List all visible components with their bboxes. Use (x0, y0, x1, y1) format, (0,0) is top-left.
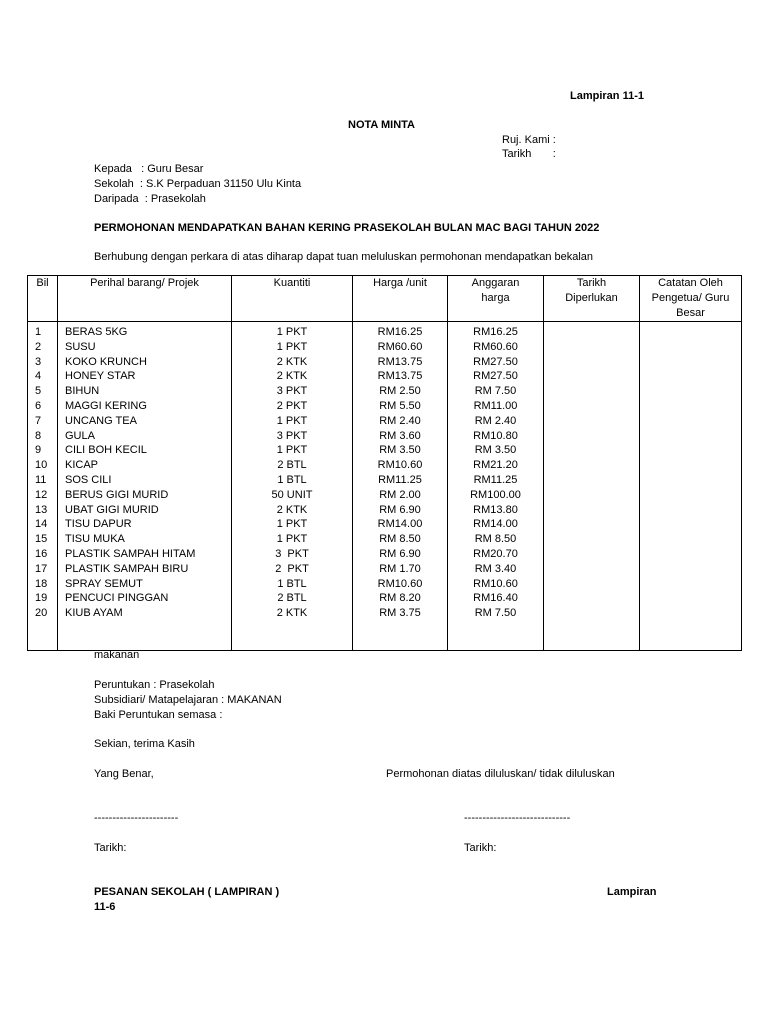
row-number: 19 (28, 591, 58, 606)
row-remarks (640, 399, 742, 414)
row-date-needed (544, 458, 640, 473)
row-quantity: 2 KTK (232, 355, 353, 370)
table-row (28, 384, 742, 399)
table-row (28, 606, 742, 621)
row-date-needed (544, 340, 640, 355)
row-unit-price: RM 3.50 (353, 443, 448, 458)
table-row (28, 355, 742, 370)
row-remarks (640, 355, 742, 370)
row-date-needed (544, 532, 640, 547)
row-unit-price: RM13.75 (353, 355, 448, 370)
row-quantity: 1 PKT (232, 532, 353, 547)
row-quantity: 3 PKT (232, 547, 353, 562)
row-item: KOKO KRUNCH (58, 355, 232, 370)
row-estimated-price: RM 3.50 (448, 443, 544, 458)
date-left: Tarikh: (94, 842, 127, 854)
table-header-row (28, 276, 742, 322)
header-perihal: Perihal barang/ Projek (58, 276, 232, 322)
footer-lampiran: Lampiran (607, 886, 657, 898)
row-remarks (640, 503, 742, 518)
row-date-needed (544, 517, 640, 532)
row-number: 13 (28, 503, 58, 518)
table-row (28, 429, 742, 444)
row-remarks (640, 517, 742, 532)
row-date-needed (544, 547, 640, 562)
table-row (28, 473, 742, 488)
row-date-needed (544, 429, 640, 444)
empty-cell (544, 621, 640, 651)
header-bil: Bil (28, 276, 58, 322)
row-number: 7 (28, 414, 58, 429)
row-remarks (640, 458, 742, 473)
table-row (28, 443, 742, 458)
table-row (28, 532, 742, 547)
row-unit-price: RM10.60 (353, 458, 448, 473)
row-number: 18 (28, 577, 58, 592)
row-estimated-price: RM10.80 (448, 429, 544, 444)
signature-line-left: ----------------------- (94, 812, 179, 824)
row-number: 20 (28, 606, 58, 621)
row-number: 6 (28, 399, 58, 414)
row-quantity: 1 PKT (232, 517, 353, 532)
row-quantity: 1 PKT (232, 340, 353, 355)
row-date-needed (544, 399, 640, 414)
row-unit-price: RM 5.50 (353, 399, 448, 414)
table-row (28, 340, 742, 355)
row-remarks (640, 322, 742, 340)
header-harga: Harga /unit (353, 276, 448, 322)
intro-paragraph: Berhubung dengan perkara di atas diharap dapat tuan meluluskan permohonan mendapatkan bekalan (94, 251, 594, 263)
balance: Baki Peruntukan semasa : (94, 709, 223, 721)
row-quantity: 1 PKT (232, 322, 353, 340)
row-unit-price: RM60.60 (353, 340, 448, 355)
row-estimated-price: RM20.70 (448, 547, 544, 562)
table-row (28, 488, 742, 503)
row-item: BERAS 5KG (58, 322, 232, 340)
row-item: BERUS GIGI MURID (58, 488, 232, 503)
row-unit-price: RM 3.75 (353, 606, 448, 621)
row-unit-price: RM 2.50 (353, 384, 448, 399)
sender: Daripada : Prasekolah (94, 193, 206, 205)
row-estimated-price: RM 2.40 (448, 414, 544, 429)
subsidiary: Subsidiari/ Matapelajaran : MAKANAN (94, 694, 282, 706)
row-quantity: 3 PKT (232, 429, 353, 444)
row-item: TISU MUKA (58, 532, 232, 547)
row-remarks (640, 488, 742, 503)
row-unit-price: RM 6.90 (353, 547, 448, 562)
row-item: PLASTIK SAMPAH BIRU (58, 562, 232, 577)
row-date-needed (544, 443, 640, 458)
row-date-needed (544, 591, 640, 606)
row-unit-price: RM 2.40 (353, 414, 448, 429)
row-unit-price: RM13.75 (353, 369, 448, 384)
row-remarks (640, 547, 742, 562)
allocation: Peruntukan : Prasekolah (94, 679, 215, 691)
empty-cell (640, 621, 742, 651)
row-item: GULA (58, 429, 232, 444)
row-date-needed (544, 577, 640, 592)
row-item: BIHUN (58, 384, 232, 399)
row-estimated-price: RM 8.50 (448, 532, 544, 547)
row-quantity: 2 PKT (232, 399, 353, 414)
signature-line-right: ----------------------------- (464, 812, 571, 824)
row-date-needed (544, 606, 640, 621)
table-row (28, 562, 742, 577)
row-date-needed (544, 414, 640, 429)
row-item: UBAT GIGI MURID (58, 503, 232, 518)
row-unit-price: RM 8.50 (353, 532, 448, 547)
footer-code: 11-6 (94, 901, 116, 913)
row-remarks (640, 340, 742, 355)
row-remarks (640, 384, 742, 399)
table-row (28, 399, 742, 414)
header-tarikh: Tarikh Diperlukan (544, 276, 640, 322)
row-date-needed (544, 473, 640, 488)
row-remarks (640, 414, 742, 429)
reference-label: Ruj. Kami : (502, 134, 556, 146)
row-estimated-price: RM16.40 (448, 591, 544, 606)
row-remarks (640, 562, 742, 577)
row-number: 10 (28, 458, 58, 473)
table-row (28, 322, 742, 340)
row-item: UNCANG TEA (58, 414, 232, 429)
row-number: 1 (28, 322, 58, 340)
row-item: MAGGI KERING (58, 399, 232, 414)
row-remarks (640, 606, 742, 621)
empty-cell (28, 621, 58, 651)
row-unit-price: RM10.60 (353, 577, 448, 592)
row-number: 12 (28, 488, 58, 503)
row-number: 11 (28, 473, 58, 488)
table-row (28, 577, 742, 592)
footer-heading: PESANAN SEKOLAH ( LAMPIRAN ) (94, 886, 280, 898)
row-date-needed (544, 322, 640, 340)
row-item: PENCUCI PINGGAN (58, 591, 232, 606)
row-quantity: 2 PKT (232, 562, 353, 577)
empty-cell (58, 621, 232, 651)
row-unit-price: RM11.25 (353, 473, 448, 488)
row-item: SUSU (58, 340, 232, 355)
row-quantity: 1 PKT (232, 414, 353, 429)
header-catatan: Catatan Oleh Pengetua/ Guru Besar (640, 276, 742, 322)
row-estimated-price: RM13.80 (448, 503, 544, 518)
header-kuantiti: Kuantiti (232, 276, 353, 322)
row-item: KICAP (58, 458, 232, 473)
row-unit-price: RM 1.70 (353, 562, 448, 577)
row-quantity: 1 BTL (232, 577, 353, 592)
row-estimated-price: RM21.20 (448, 458, 544, 473)
row-quantity: 50 UNIT (232, 488, 353, 503)
row-quantity: 1 BTL (232, 473, 353, 488)
row-item: SOS CILI (58, 473, 232, 488)
row-estimated-price: RM16.25 (448, 322, 544, 340)
row-unit-price: RM 2.00 (353, 488, 448, 503)
row-quantity: 1 PKT (232, 443, 353, 458)
closing: Sekian, terima Kasih (94, 738, 195, 750)
row-item: CILI BOH KECIL (58, 443, 232, 458)
row-unit-price: RM16.25 (353, 322, 448, 340)
row-remarks (640, 473, 742, 488)
row-number: 14 (28, 517, 58, 532)
row-number: 5 (28, 384, 58, 399)
row-unit-price: RM 8.20 (353, 591, 448, 606)
row-quantity: 3 PKT (232, 384, 353, 399)
row-remarks (640, 532, 742, 547)
row-number: 17 (28, 562, 58, 577)
table-row (28, 547, 742, 562)
row-unit-price: RM14.00 (353, 517, 448, 532)
recipient: Kepada : Guru Besar (94, 163, 204, 175)
row-estimated-price: RM 7.50 (448, 606, 544, 621)
table-row (28, 414, 742, 429)
row-item: SPRAY SEMUT (58, 577, 232, 592)
row-date-needed (544, 384, 640, 399)
signoff: Yang Benar, (94, 768, 154, 780)
school: Sekolah : S.K Perpaduan 31150 Ulu Kinta (94, 178, 302, 190)
row-number: 16 (28, 547, 58, 562)
row-date-needed (544, 369, 640, 384)
document-title: NOTA MINTA (348, 119, 416, 131)
row-estimated-price: RM100.00 (448, 488, 544, 503)
row-estimated-price: RM11.00 (448, 399, 544, 414)
row-estimated-price: RM27.50 (448, 369, 544, 384)
row-date-needed (544, 562, 640, 577)
empty-cell (448, 621, 544, 651)
lampiran-label: Lampiran 11-1 (570, 90, 644, 102)
table-row (28, 517, 742, 532)
table-row (28, 591, 742, 606)
row-number: 2 (28, 340, 58, 355)
row-estimated-price: RM60.60 (448, 340, 544, 355)
items-table (27, 275, 742, 651)
row-remarks (640, 577, 742, 592)
row-quantity: 2 BTL (232, 591, 353, 606)
row-estimated-price: RM 3.40 (448, 562, 544, 577)
date-right: Tarikh: (464, 842, 497, 854)
row-date-needed (544, 355, 640, 370)
row-estimated-price: RM14.00 (448, 517, 544, 532)
row-date-needed (544, 503, 640, 518)
empty-cell (232, 621, 353, 651)
row-estimated-price: RM11.25 (448, 473, 544, 488)
row-estimated-price: RM27.50 (448, 355, 544, 370)
row-number: 15 (28, 532, 58, 547)
header-anggaran: Anggaran harga (448, 276, 544, 322)
date-label: Tarikh : (502, 148, 556, 160)
row-date-needed (544, 488, 640, 503)
row-quantity: 2 BTL (232, 458, 353, 473)
row-remarks (640, 443, 742, 458)
table-row (28, 458, 742, 473)
row-number: 9 (28, 443, 58, 458)
subject-heading: PERMOHONAN MENDAPATKAN BAHAN KERING PRASEKOLAH BULAN MAC BAGI TAHUN 2022 (94, 222, 600, 234)
row-number: 4 (28, 369, 58, 384)
row-estimated-price: RM10.60 (448, 577, 544, 592)
table-empty-row (28, 621, 742, 651)
empty-cell (353, 621, 448, 651)
row-item: HONEY STAR (58, 369, 232, 384)
row-estimated-price: RM 7.50 (448, 384, 544, 399)
row-quantity: 2 KTK (232, 606, 353, 621)
row-number: 3 (28, 355, 58, 370)
row-remarks (640, 429, 742, 444)
row-quantity: 2 KTK (232, 503, 353, 518)
row-remarks (640, 591, 742, 606)
row-item: PLASTIK SAMPAH HITAM (58, 547, 232, 562)
row-unit-price: RM 3.60 (353, 429, 448, 444)
row-item: KIUB AYAM (58, 606, 232, 621)
row-item: TISU DAPUR (58, 517, 232, 532)
row-quantity: 2 KTK (232, 369, 353, 384)
row-number: 8 (28, 429, 58, 444)
approval-statement: Permohonan diatas diluluskan/ tidak diluluskan (386, 768, 615, 780)
row-unit-price: RM 6.90 (353, 503, 448, 518)
table-row (28, 503, 742, 518)
table-row (28, 369, 742, 384)
continuation-text: makanan (94, 649, 140, 661)
row-remarks (640, 369, 742, 384)
